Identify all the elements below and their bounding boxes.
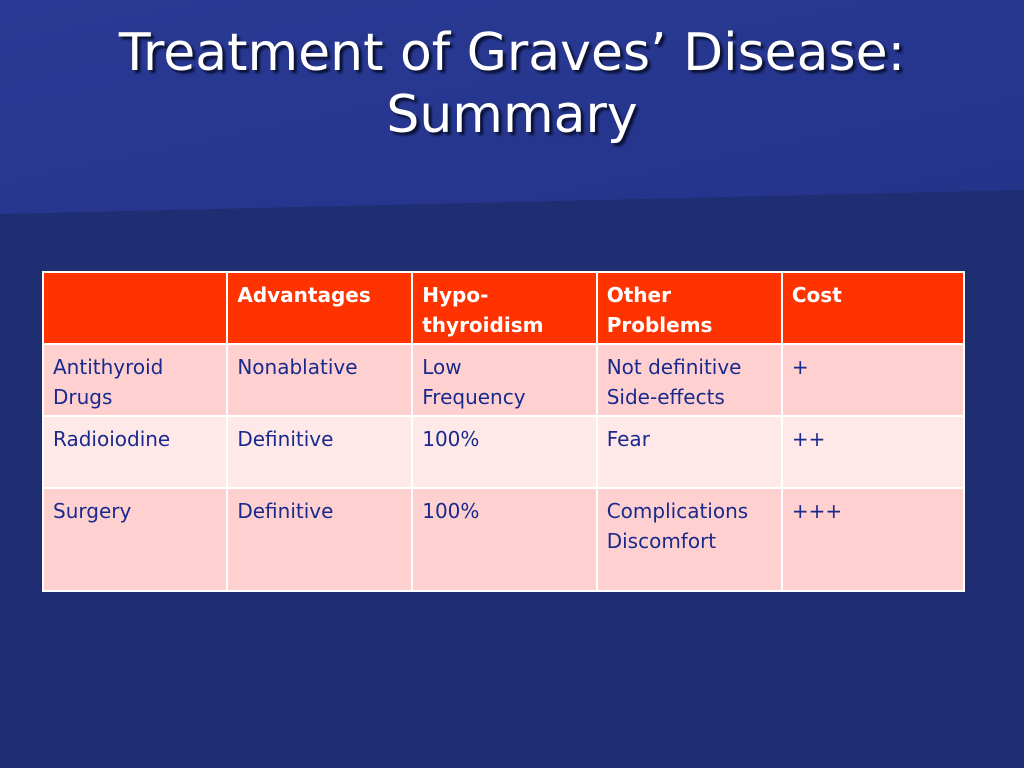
cell-text: Low [422, 355, 462, 379]
cell-text: Frequency [422, 385, 526, 409]
table-row [43, 488, 964, 591]
cell-text: Definitive [237, 499, 334, 523]
slide-title-line-2: Summary [386, 85, 638, 145]
cell-text: Drugs [53, 385, 113, 409]
header-cell-empty [43, 272, 227, 344]
header-cell-other-problems [597, 272, 782, 344]
header-text: Problems [606, 313, 713, 337]
header-text: Cost [791, 283, 842, 307]
table-cell [412, 344, 596, 416]
table-cell [227, 488, 412, 591]
cell-text: Not definitive [606, 355, 742, 379]
table-header-row [43, 272, 964, 344]
slide-title [0, 22, 1024, 146]
table-cell [597, 344, 782, 416]
cell-text: Nonablative [237, 355, 358, 379]
table-cell [782, 416, 964, 488]
table-cell [43, 488, 227, 591]
table-cell [597, 488, 782, 591]
table-cell [227, 344, 412, 416]
cell-text: Radioiodine [53, 427, 171, 451]
table-cell [782, 488, 964, 591]
table-cell [412, 488, 596, 591]
table-cell [782, 344, 964, 416]
cell-text: + [791, 355, 809, 379]
table-cell [43, 344, 227, 416]
cell-text: Complications [606, 499, 749, 523]
cell-text: Side-effects [606, 385, 725, 409]
cell-text: 100% [422, 427, 480, 451]
cell-text: +++ [791, 499, 843, 523]
cell-text: Discomfort [606, 529, 717, 553]
header-text: thyroidism [422, 313, 544, 337]
table-cell [227, 416, 412, 488]
header-text: Advantages [237, 283, 371, 307]
cell-text: 100% [422, 499, 480, 523]
table-cell [43, 416, 227, 488]
table-cell [412, 416, 596, 488]
header-text: Other [606, 283, 671, 307]
cell-text: ++ [791, 427, 826, 451]
treatment-summary-table [42, 271, 965, 592]
header-cell-advantages [227, 272, 412, 344]
slide-title-line-1: Treatment of Graves’ Disease: [118, 23, 906, 83]
table-row [43, 344, 964, 416]
table-row [43, 416, 964, 488]
cell-text: Fear [606, 427, 650, 451]
cell-text: Surgery [53, 499, 132, 523]
header-cell-cost [782, 272, 964, 344]
table-cell [597, 416, 782, 488]
cell-text: Antithyroid [53, 355, 164, 379]
cell-text: Definitive [237, 427, 334, 451]
header-cell-hypothyroidism [412, 272, 596, 344]
header-text: Hypo- [422, 283, 489, 307]
